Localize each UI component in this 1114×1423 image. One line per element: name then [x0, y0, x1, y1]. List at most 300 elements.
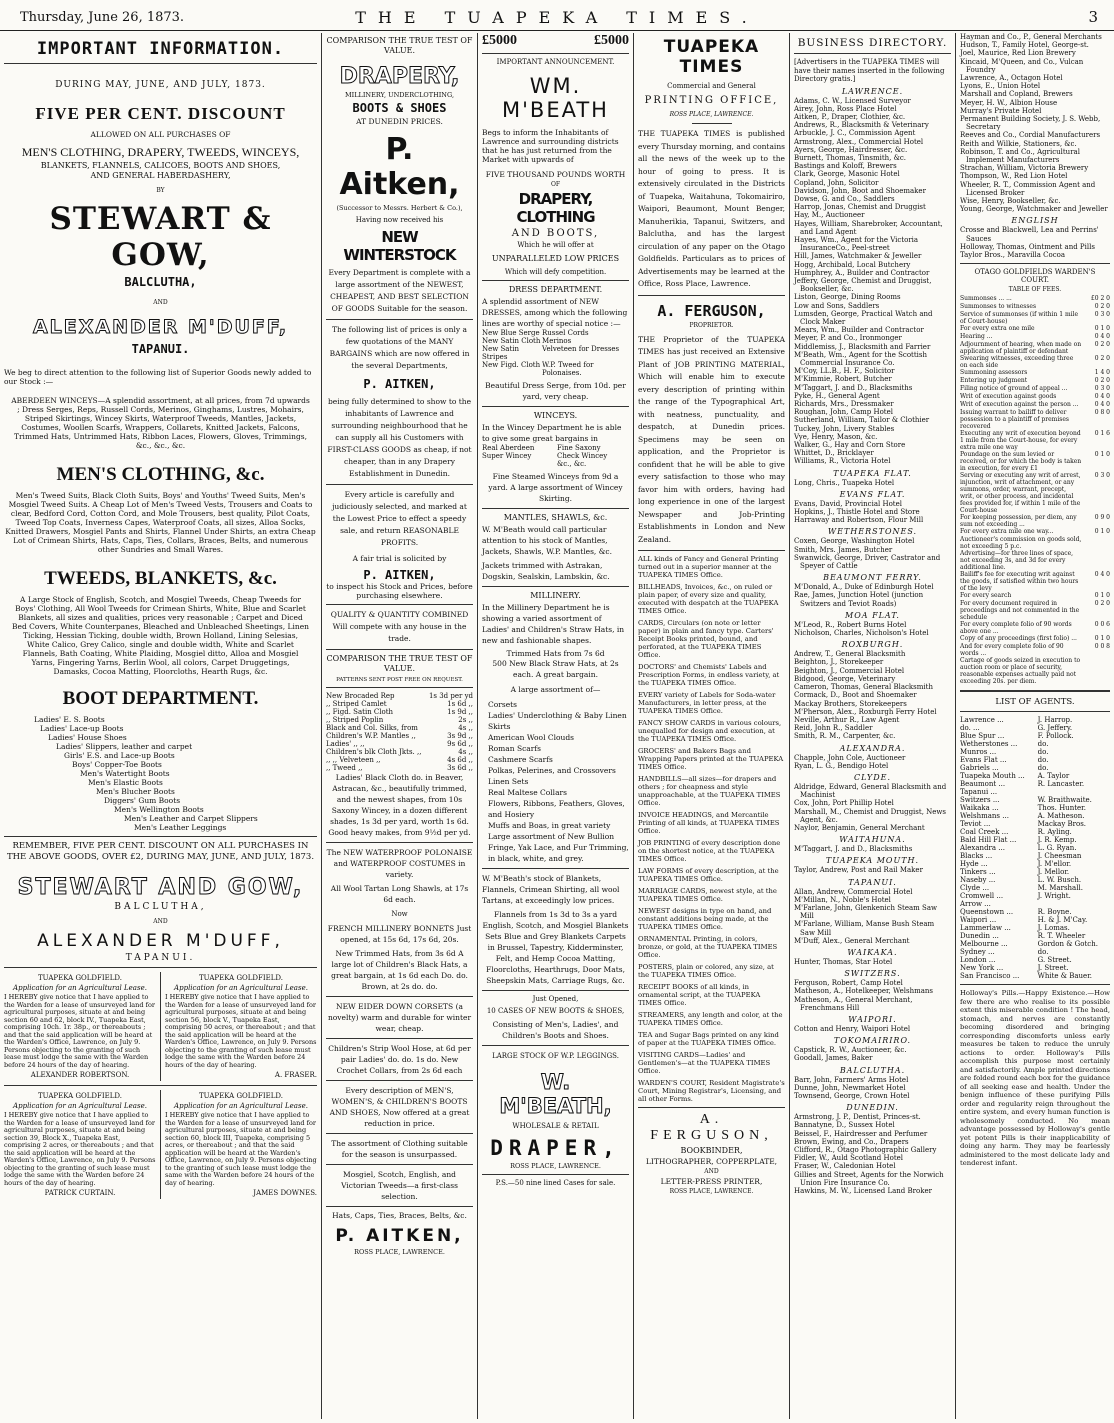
fee-description: Summoning assessors	[960, 369, 1028, 377]
directory-entry: Matheson, A., General Merchant, Frenchmans Hill	[794, 995, 913, 1012]
winceys-paragraph: ABERDEEN WINCEYS—A splendid assortment, at all prices, from 7d upwards ; Dress Serges, Reps, Russell Cords, Merinos, Ginghams, Lustres, Mohairs, Striped Skirtings, Wincey Skirts, Waterproof Tweeds, Mantles, Jackets, Costumes, Woollen Scarfs, Wrappers, Collarets, Knitted Jackets, Falcons, Trimmed Hats, Untrimmed Hats, Ribbon Laces, Flowers, Gloves, Trimmings, &c., &c., &c.	[11, 396, 310, 450]
comparison-heading-2: COMPARISON THE TRUE TEST OF VALUE.	[326, 654, 473, 673]
agent-place: Wetherstones ...	[960, 740, 1018, 749]
directory-entry: Marshall, M., Chemist and Druggist, News Agent, &c.	[794, 807, 947, 824]
list-item: Men's Blucher Boots	[96, 787, 175, 796]
agent-name: Gordon & Gotch.	[1037, 940, 1098, 949]
table-row	[960, 748, 1110, 756]
directory-entry: Armstrong, Alex., Commercial Hotel	[794, 137, 924, 146]
agent-name: J. R. Kemp.	[1037, 836, 1077, 845]
list-item: Men's Leather and Carpet Slippers	[124, 814, 258, 823]
directory-entry: Whittet, D., Bricklayer	[794, 449, 874, 458]
millinery-line: MILLINERY, UNDERCLOTHING,	[344, 91, 455, 99]
directory-entry: M'Kimmie, Robert, Butcher	[794, 375, 892, 384]
directory-section-heading: TOKOMAIRIRO.	[833, 1036, 912, 1046]
table-row	[960, 900, 1110, 908]
agent-place: Tinkers ...	[960, 868, 996, 877]
agent-place: Tapanui ...	[960, 788, 998, 797]
goods-line-1: MEN'S CLOTHING, DRAPERY, TWEEDS, WINCEYS,	[21, 145, 300, 159]
fee-amount: 0 1 0	[1094, 451, 1110, 459]
directory-entry: Permanent Building Society, J. S. Webb, Secretary	[960, 115, 1101, 132]
table-row: New Blue Serge Russel Cords	[482, 329, 589, 337]
list-item: Ladies' E. S. Boots	[34, 715, 105, 724]
directory-entry: Mackay Brothers, Storekeepers	[794, 699, 907, 708]
agent-place: Munros ...	[960, 748, 997, 757]
notice-heading: TUAPEKA GOLDFIELD.	[198, 974, 283, 982]
directory-section-heading: CLYDE.	[854, 772, 891, 782]
directory-entry: Vye, Henry, Mason, &c.	[794, 432, 878, 441]
tapanui-town-2: TAPANUI.	[125, 953, 196, 963]
unparalleled-line: UNPARALLELED LOW PRICES	[491, 254, 620, 263]
directory-section-heading: WAIPORI.	[848, 1014, 897, 1024]
fine-winceys-text: Fine Steamed Winceys from 9d a yard. A large assortment of Wincey Skirting.	[488, 472, 623, 503]
list-item: Flowers, Ribbons, Feathers, Gloves, and Hosiery	[488, 799, 625, 819]
agent-name: W. Braithwaite.	[1037, 796, 1092, 805]
fee-amount: 0 1 0	[1094, 592, 1110, 600]
agent-name: J. Mellor.	[1037, 868, 1070, 877]
agent-place: Coal Creek ...	[960, 828, 1009, 837]
table-row	[960, 884, 1110, 892]
ross-place-line: ROSS PLACE, LAWRENCE.	[510, 1162, 601, 1170]
directory-entry: M'Coy, LL.B., H. F., Solicitor	[794, 367, 895, 376]
directory-entry: Hayes, William, Sharebroker, Accountant, and Land Agent	[794, 219, 943, 236]
agent-name: do.	[1037, 764, 1049, 773]
agent-place: Waikaka ...	[960, 804, 999, 813]
directory-entry: Hay, M., Auctioneer	[794, 211, 865, 220]
directory-entry: Bidgood, George, Veterinary	[794, 674, 896, 683]
fee-amount: 0 1 0	[1094, 528, 1110, 536]
agent-place: Gabriels ...	[960, 764, 999, 773]
agent-place: do. ...	[960, 724, 980, 733]
alexander-mduff-name: ALEXANDER M'DUFF,	[32, 316, 289, 338]
english-entries	[960, 226, 1110, 259]
directory-entry: Marshall and Copland, Brewers	[960, 90, 1073, 99]
column-business-directory	[790, 33, 956, 1419]
directory-entry: Lumsden, George, Practical Watch and Clock Maker	[794, 309, 933, 326]
directory-entry: Townsend, George, Crown Hotel	[794, 1092, 910, 1100]
divider	[326, 996, 473, 997]
directory-entry: Aldridge, Edward, General Blacksmith and Machinist	[794, 782, 947, 800]
aitken-name-3: P. AITKEN,	[363, 568, 436, 582]
agent-name: M. Marshall.	[1037, 884, 1083, 893]
divider	[4, 836, 317, 837]
directory-sections	[794, 87, 951, 1196]
divider	[482, 868, 629, 869]
list-item: Ladies' Underclothing & Baby Linen	[488, 711, 627, 720]
table-row	[960, 592, 1110, 600]
agent-place: New York ...	[960, 964, 1004, 973]
printing-ad: MARRIAGE CARDS, newest style, at the TUAPEKA TIMES Office.	[638, 887, 777, 903]
directory-entry: Copland, John, Solicitor	[794, 178, 879, 187]
divider	[638, 1107, 785, 1108]
fee-description: Entering up judgment	[960, 377, 1028, 385]
agent-place: Waipori ...	[960, 916, 997, 925]
quality-text: QUALITY & QUANTITY COMBINED Will compete with any house in the trade.	[330, 610, 469, 643]
directory-entry: Taylor, Andrew, Post and Rail Maker	[794, 866, 923, 875]
table-row	[960, 303, 1110, 311]
printing-ad: STREAMERS, any length and color, at the TUAPEKA TIMES Office.	[638, 1011, 783, 1027]
table-row: ,, Striped Poplin 2s ,,	[326, 716, 473, 724]
fee-amount: 0 4 0	[1094, 333, 1110, 341]
table-row	[960, 812, 1110, 820]
ross-place-line-2: ROSS PLACE, LAWRENCE.	[669, 1188, 754, 1195]
table-row	[960, 868, 1110, 876]
divider	[482, 990, 629, 991]
agent-name: J. Harrop.	[1037, 716, 1073, 725]
directory-section-heading: MOA FLAT.	[845, 610, 900, 620]
divider	[4, 1085, 317, 1086]
postscript-line: P.S.—50 nine lined Cases for sale.	[495, 1179, 616, 1187]
list-item: Large assortment of New Bullion Fringe, Yak Lace, and Fur Trimming, in black, white, and grey.	[488, 832, 629, 863]
table-row	[960, 924, 1110, 932]
fee-description: For every extra one mile	[960, 325, 1035, 333]
agents-title: LIST OF AGENTS.	[995, 697, 1075, 708]
successor-line: (Successor to Messrs. Herbert & Co.),	[336, 204, 463, 212]
table-row	[960, 341, 1110, 355]
table-row	[960, 908, 1110, 916]
discount-heading: FIVE PER CENT. DISCOUNT	[35, 104, 286, 123]
table-row	[960, 772, 1110, 780]
directory-entry: Rae, James, Junction Hotel (junction Switzers and Teviot Roads)	[794, 591, 924, 608]
directory-entry: Bastings and Koloff, Brewers	[794, 162, 897, 171]
directory-entry: Mears, Wm., Builder and Contractor	[794, 326, 924, 335]
stewart-gow-name: STEWART & GOW,	[49, 201, 272, 273]
directory-entry: Robinson, T. and Co., Agricultural Implement Manufacturers	[960, 147, 1080, 165]
directory-entry: Liston, George, Dining Rooms	[794, 293, 901, 302]
divider	[4, 967, 317, 968]
agent-name: G. Jeffery.	[1037, 724, 1073, 733]
table-row	[960, 325, 1110, 333]
table-row: ,, ,, Velveteen ,, 4s 6d ,,	[326, 756, 473, 764]
table-row: New Satin Stripes Velveteen for Dresses	[482, 345, 620, 361]
directory-entry: Young, George, Watchmaker and Jeweller	[960, 205, 1108, 214]
table-row	[960, 369, 1110, 377]
list-item: Girls' E.S. and Lace-up Boots	[64, 751, 175, 760]
table-row	[960, 836, 1110, 844]
table-row	[960, 740, 1110, 748]
table-row	[960, 311, 1110, 325]
table-row	[960, 355, 1110, 369]
agent-place: San Francisco ...	[960, 972, 1020, 981]
begs-text: Begs to inform the Inhabitants of Lawrence and surrounding districts that he has just returned from the Market with upwards of	[482, 128, 619, 164]
flannels-text: Flannels from 1s 3d to 3s a yard English, Scotch, and Mosgiel Blankets Sets Blue and Grey Blankets Carpets in Brussel, Tapestry, Kidderminster, Felt, and Hemp Cocoa Matting, Floorcloths, Hearthrugs, Door Mats, Sheepskin Mats, Carriage Rugs, &c.	[482, 910, 629, 985]
directory-entry: Fraser, W., Caledonian Hotel	[794, 1162, 896, 1171]
directory-entry: Hudson, T., Family Hotel, George-st.	[960, 41, 1089, 50]
directory-entry: Walker, G., Hay and Corn Store	[794, 441, 906, 450]
notice-signature: PATRICK CURTAIN.	[44, 1189, 116, 1197]
directory-entry: Cameron, Thomas, General Blacksmith	[794, 683, 933, 692]
agent-place: Lawrence ...	[960, 716, 1004, 725]
straw-hats-text: 500 New Black Straw Hats, at 2s each. A great bargain.	[492, 659, 619, 679]
lease-notices-row-1	[4, 972, 317, 1081]
table-row	[960, 892, 1110, 900]
fee-description: Cartage of goods seized in execution to auction room or place of security, reasonable expenses actually paid not exceeding 20s. per diem.	[960, 657, 1081, 686]
tapanui-town: TAPANUI.	[131, 342, 190, 356]
printing-ad: RECEIPT BOOKS of all kinds, in ornamental script, at the TUAPEKA TIMES Office.	[638, 983, 761, 1007]
directory-entry: Holloway, Thomas, Ointment and Pills	[960, 242, 1095, 251]
directory-entry: Evans, David, Provincial Hotel	[794, 499, 902, 508]
five-thousand-line: FIVE THOUSAND POUNDS WORTH	[485, 170, 626, 179]
fee-description: For every complete folio of 90 words above one ...	[960, 621, 1072, 636]
table-row	[960, 295, 1110, 303]
directory-entry: M'Farlane, John, Glenkenich Steam Saw Mill	[794, 903, 938, 921]
fee-description: Issuing warrant to bailiff to deliver possession to a plaintiff of premises recovered	[960, 409, 1069, 431]
bonnets-text: FRENCH MILLINERY BONNETS Just opened, at 15s 6d, 17s 6d, 20s.	[327, 924, 472, 944]
agent-place: Hyde ...	[960, 860, 988, 869]
printing-ad: TEA and Sugar Bags printed on any kind of paper at the TUAPEKA TIMES Office.	[638, 1031, 779, 1047]
list-item: Men's Elastic Boots	[88, 778, 163, 787]
directory-entry: M'Leod, R., Robert Burns Hotel	[794, 620, 907, 629]
agent-name: J. Street.	[1037, 964, 1069, 973]
agent-place: Alexandra ...	[960, 844, 1005, 853]
directory-section-heading: TAPANUI.	[848, 877, 897, 887]
table-row	[960, 964, 1110, 972]
fee-amount	[1082, 536, 1110, 550]
table-row	[960, 844, 1110, 852]
notice-text: I HEREBY give notice that I have applied to the Warden for a lease of unsurveyed land for agricultural purposes, situate at and being section 39, Block X., Tuapeka East, comprising 2 acres, or thereabouts ; and that the said application will be heard at the Warden's Office, Lawrence, on July 9. Persons objecting to the granting of such lease must lodge the same with the Warden before 24 hours of the day of hearing.	[4, 1111, 156, 1187]
agent-name: G. Street.	[1037, 956, 1072, 965]
directory-entry: Lawrence, A., Octagon Hotel	[960, 74, 1063, 83]
fee-amount: £0 2 0	[1090, 295, 1110, 303]
fees-title: OTAGO GOLDFIELDS WARDEN'S COURT.	[974, 268, 1096, 285]
divider	[638, 550, 785, 551]
directory-entry: Pyke, H., General Agent	[794, 391, 880, 400]
agent-place: Tuapeka Mouth ...	[960, 772, 1025, 781]
table-row	[960, 828, 1110, 836]
mens-clothing-heading: MEN'S CLOTHING, &c.	[56, 464, 265, 485]
directory-entry: Hayes, Wm., Agent for the Victoria InsuranceCo., Peel-street	[794, 235, 919, 253]
column-aitken-ad	[322, 33, 478, 1419]
notice-subheading: Application for an Agricultural Lease.	[174, 984, 308, 992]
divider	[638, 295, 785, 296]
table-row	[960, 536, 1110, 550]
directory-entry: Harrop, Jonas, Chemist and Druggist	[794, 203, 926, 212]
ferguson-name-2: A. FERGUSON,	[650, 1112, 773, 1143]
directory-entry: Sutherland, William, Tailor & Clothier	[794, 416, 930, 425]
fee-description: Adjournment of hearing, when made on application of plaintiff or defendant	[960, 341, 1082, 356]
list-item: Linen Sets	[488, 777, 529, 786]
table-row: Black and Col. Silks, from 4s ,,	[326, 724, 473, 732]
mbeath-name-2: W. M'BEATH,	[499, 1070, 612, 1118]
directory-entry: Armstrong, J. P., Dentist, Princes-st.	[794, 1113, 921, 1122]
inspect-text: to inspect his Stock and Prices, before purchasing elsewhere.	[326, 582, 473, 600]
patterns-line: PATTERNS SENT POST FREE ON REQUEST.	[336, 677, 463, 683]
table-row	[960, 932, 1110, 940]
divider	[326, 1206, 473, 1207]
mens-clothing-text: Men's Tweed Suits, Black Cloth Suits, Boys' and Youths' Tweed Suits, Men's Mosgiel Tweed Suits. A Cheap Lot of Men's Tweed Vests, Trousers and Coats to clear, Bedford Cord, Cotton Cord, and Mole Trousers, best quality, Pilot Coats, Tweed Top Coats, Inverness Capes, Waterproof Coats, all sizes, Alloa Socks, Knitted Drawers, Mosgiel Pants and Shirts, Flannel Under Shirts, an extra Cheap Lot of Crimean Shirts, Hats, Caps, Ties, Collars, Braces, Belts, and numerous other Sundries and Small Wares.	[5, 491, 316, 554]
directory-entry: Swanwick, George, Driver, Castrator and Speyer of Cattle	[794, 553, 941, 571]
agent-name: J. M'ellor.	[1037, 860, 1072, 869]
divider	[482, 586, 629, 587]
directory-entry: Matheson, A., Hotelkeeper, Welshmans	[794, 987, 934, 996]
aitken-name-2: P. AITKEN,	[363, 377, 436, 391]
agent-name: R. T. Wheeler	[1037, 932, 1086, 941]
directory-entry: Lyons, E., Union Hotel	[960, 82, 1041, 91]
directory-entry: Dunne, John, Newmarket Hotel	[794, 1083, 906, 1092]
divider	[482, 508, 629, 509]
fee-amount: 0 3 0	[1094, 385, 1110, 393]
directory-entry: Smith, Mrs. James, Butcher	[794, 545, 893, 554]
directory-entry: Barr, John, Farmers' Arms Hotel	[794, 1075, 909, 1084]
agent-place: Naseby ...	[960, 876, 996, 885]
agent-name: H. & J. M'Cay.	[1037, 916, 1088, 925]
directory-entry: Brown, Ewing, and Co., Drapers	[794, 1137, 909, 1146]
fee-description: Auctioneer's commission on goods sold, not exceeding 5 p.c.	[960, 536, 1082, 551]
amount-left: £5000	[482, 33, 517, 48]
fee-description: Writ of execution against goods	[960, 393, 1057, 401]
directory-entry: Meyer, P. and Co., Ironmonger	[794, 334, 902, 343]
directory-entry: Joel, Maurice, Red Lion Brewery	[960, 49, 1076, 58]
table-row	[960, 657, 1110, 685]
fee-amount: 0 0 6	[1094, 621, 1110, 629]
directory-entry: Nicholson, Charles, Nicholson's Hotel	[794, 629, 929, 638]
millinery-heading: MILLINERY.	[530, 591, 581, 600]
agent-place: Clyde ...	[960, 884, 990, 893]
consisting-text: Consisting of Men's, Ladies', and Children's Boots and Shoes.	[492, 1020, 619, 1040]
divider	[326, 842, 473, 843]
lease-notices-row-2	[4, 1090, 317, 1199]
fee-description: For every extra mile one way...	[960, 528, 1054, 536]
directory-section-heading: TUAPEKA FLAT.	[833, 468, 912, 478]
fee-amount: 0 0 8	[1094, 643, 1110, 651]
assortment-text: The assortment of Clothing suitable for the season is unsurpassed.	[331, 1139, 468, 1159]
printing-ad: WARDEN'S COURT, Resident Magistrate's Court, Mining Registrar's, Licensing, and all other Forms.	[638, 1079, 785, 1103]
divider	[482, 280, 629, 281]
directory-entry: Strachan, William, Victoria Brewery	[960, 164, 1089, 173]
column-tuapeka-times-printing	[634, 33, 790, 1419]
fee-description: Hearing ...	[960, 333, 993, 341]
table-row	[960, 472, 1110, 514]
list-item: Boys' Copper-Toe Boots	[72, 760, 162, 769]
notice-signature: ALEXANDER ROBERTSON.	[30, 1071, 130, 1079]
and-line: AND	[153, 299, 168, 306]
bookbinder-line: BOOKBINDER,	[680, 1146, 743, 1155]
agent-place: Welshmans ...	[960, 812, 1009, 821]
directory-section-heading: LAWRENCE.	[841, 86, 904, 96]
directory-entry: Clifford, R., Otago Photographic Gallery	[794, 1146, 937, 1155]
list-item: Ladies' Slippers, leather and carpet	[56, 742, 193, 751]
table-row	[960, 409, 1110, 430]
directory-entry: Hopkins, J., Thistle Hotel and Store	[794, 508, 920, 517]
agent-place: Beaumont ...	[960, 780, 1006, 789]
agent-name: do.	[1037, 740, 1049, 749]
printing-office-line: PRINTING OFFICE,	[644, 95, 779, 106]
agent-name: J. Wright.	[1037, 892, 1071, 901]
printing-ad: HANDBILLS—all sizes—for drapers and others ; for cheapness and style unapproachable, at the TUAPEKA TIMES Office.	[638, 775, 781, 807]
publication-text: THE TUAPEKA TIMES is published every Thursday morning, and contains all the news of the week up to the hour of going to press. It is extensively circulated in the Districts of Tuapeka, Waitahuna, Tokomairiro, Waipori, Beaumont, Mount Benger, Manuherikia, Tapanui, Switzers, and Balclutha, and has the largest circulation of any paper on the Otago Goldfields. Particulars as to prices of Advertisements may be learned at the Office, Ross Place, Lawrence.	[638, 129, 785, 288]
directory-entry: Taylor Bros., Maravilla Cocoa	[960, 251, 1066, 260]
directory-section-heading: EVANS FLAT.	[839, 489, 906, 499]
tweeds-text: Mosgiel, Scotch, English, and Victorian Tweeds—a first-class selection.	[341, 1170, 458, 1201]
divider	[326, 687, 473, 688]
directory-entry: Goodall, James, Baker	[794, 1054, 873, 1063]
agent-name: do.	[1037, 948, 1049, 957]
directory-entry: M'Beath, Wm., Agent for the Scottish Commercial Insurance Co.	[794, 350, 928, 367]
remember-notice: REMEMBER, FIVE PER CENT. DISCOUNT ON ALL PURCHASES IN THE ABOVE GOODS, OVER £2, DURING MAY, JUNE, AND JULY, 1873.	[6, 841, 315, 862]
corsets-text: NEW EIDER DOWN CORSETS (a novelty) warm and durable for winter wear, cheap.	[327, 1002, 472, 1033]
printing-ad: DOCTORS' and Chemists' Labels and Prescription Forms, in endless variety, at the TUAPEKA TIMES Office.	[638, 663, 780, 687]
fee-amount: 0 3 0	[1094, 311, 1110, 319]
fee-amount: 0 4 0	[1094, 401, 1110, 409]
tweeds-text: A Large Stock of English, Scotch, and Mosgiel Tweeds, Cheap Tweeds for Boys' Clothing, All Wool Tweeds for Crimean Shirts, White, Blue and Scarlet Blankets, all sizes and qualities, prices very reasonable ; Carpet and Diced Bed Covers, White Counterpanes, Bleached and Unbleached Sheetings, Linen Ticking, Hessian Ticking, double width, Brown Holland, Lining Selesias, White Calico, Grey Calico, single and double width, White and Scarlet Flannels, Bath Coating, White Plaiding, Mosgiel ditto, Alloa and Mosgiel Yarns, Fingering Yarns, Berlin Wool, all colors, Carpet Druggetings, Damasks, Cocoa Matting, Floorcloths, Hearth Rugs, &c.	[12, 595, 310, 676]
table-row	[960, 571, 1110, 592]
printing-ad: INVOICE HEADINGS, and Mercantile Printing of all kinds, at TUAPEKA TIMES Office.	[638, 811, 780, 835]
directory-entry: Airey, John, Ross Place Hotel	[794, 104, 897, 113]
draper-heading: DRAPER,	[490, 1136, 621, 1160]
table-row	[960, 948, 1110, 956]
table-row	[960, 451, 1110, 472]
agent-place: Lammerlaw ...	[960, 924, 1011, 933]
balclutha-town: BALCLUTHA,	[124, 275, 197, 289]
notice-subheading: Application for an Agricultural Lease.	[174, 1102, 308, 1110]
directory-entry: M'Farlane, William, Manse Bush Steam Saw Mill	[794, 920, 935, 937]
agent-place: Switzers ...	[960, 796, 1000, 805]
aitken-name: P. Aitken,	[339, 132, 460, 202]
directory-section-heading: SWITZERS.	[844, 969, 901, 979]
ladies-text: Ladies' Black Cloth do. in Beaver, Astracan, &c., beautifully trimmed, and the newest shapes, from 10s Saxony Wincey, in a dozen different shades, 1s 3d per yard, worth 1s 6d. Good heavy makes, from 9½d per yd.	[328, 773, 471, 837]
fee-amount: 0 2 0	[1094, 303, 1110, 311]
tweeds-heading: TWEEDS, BLANKETS, &c.	[44, 568, 277, 589]
balclutha-town-2: BALCLUTHA,	[114, 902, 207, 912]
divider	[326, 1080, 473, 1081]
directory-entry: Arbuckle, J. C., Commission Agent	[794, 129, 916, 138]
now-line: Now	[391, 910, 408, 918]
fair-trial-line: A fair trial is solicited by	[352, 554, 447, 563]
list-item: Diggers' Gum Boots	[104, 796, 181, 805]
directory-entry: Harraway and Robertson, Flour Mill	[794, 516, 924, 525]
mantles-heading: MANTLES, SHAWLS, &c.	[503, 513, 608, 522]
fee-amount: 0 1 6	[1094, 430, 1110, 438]
directory-entry: Humphrey, A., Builder and Contractor	[794, 268, 930, 277]
beautiful-text: Beautiful Dress Serge, from 10d. per yard, very cheap.	[485, 381, 626, 401]
directory-entry: Neville, Arthur R., Law Agent	[794, 715, 900, 724]
directory-entry: Beissel, F., Hairdresser and Perfumer	[794, 1129, 928, 1138]
price-list-intro: The following list of prices is only a few quotations of the MANY BARGAINS which are now offered in the several Departments,	[329, 325, 470, 370]
agent-name: R. Ayling.	[1037, 828, 1072, 837]
fee-description: Serving or executing any writ of arrest, injunction, writ of attachment, or any summons, order, warrant, precept, writ, or other process, and incidental fees provided for, if within 1 mile of the Court-house	[960, 472, 1081, 515]
directory-entry: Cox, John, Port Phillip Hotel	[794, 799, 894, 808]
divider	[960, 690, 1110, 692]
directory-section-heading: DUNEDIN.	[846, 1103, 899, 1113]
printing-ad: ORNAMENTAL Printing, in colors, bronze, or gold, at the TUAPEKA TIMES Office.	[638, 935, 778, 959]
divider	[482, 406, 629, 407]
directory-note: [Advertisers in the TUAPEKA TIMES will have their names inserted in the following Directory gratis.]	[794, 58, 945, 83]
by-line: BY	[156, 187, 165, 194]
offer-line: Which he will offer at	[517, 241, 594, 249]
directory-entry: Hawkins, M. W., Licensed Land Broker	[794, 1187, 932, 1196]
agent-place: Arrow ...	[960, 900, 991, 909]
drapery-clothing-heading: DRAPERY, CLOTHING	[516, 190, 595, 226]
directory-entry: M'Taggart, J. and D., Blacksmiths	[794, 383, 913, 392]
table-row	[960, 514, 1110, 528]
just-opened-line: Just Opened,	[532, 995, 579, 1003]
stewart-and-gow-name: STEWART AND GOW,	[17, 875, 304, 900]
cases-line: 10 CASES OF NEW BOOTS & SHOES,	[486, 1007, 625, 1015]
dress-heading: DRESS DEPARTMENT.	[508, 285, 603, 294]
table-row: Super Wincey Check Wincey	[482, 452, 608, 460]
notice-heading: TUAPEKA GOLDFIELD.	[198, 1092, 283, 1100]
agent-place: Bald Hill Flat ...	[960, 836, 1017, 845]
table-row: ,, Striped Camlet 1s 6d ,,	[326, 700, 473, 708]
directory-section-heading: ALEXANDRA.	[839, 743, 906, 753]
agent-place: Teviot ...	[960, 820, 991, 829]
fee-description: Summonses to witnesses	[960, 303, 1037, 311]
directory-entry: Hayman and Co., P., General Merchants	[960, 33, 1102, 41]
fee-description: Copy of any proceedings (first folio) ...	[960, 635, 1077, 643]
directory-section-heading: BEAUMONT FERRY.	[823, 573, 922, 583]
column-stewart-gow-ad	[0, 33, 322, 1419]
divider	[482, 53, 629, 54]
